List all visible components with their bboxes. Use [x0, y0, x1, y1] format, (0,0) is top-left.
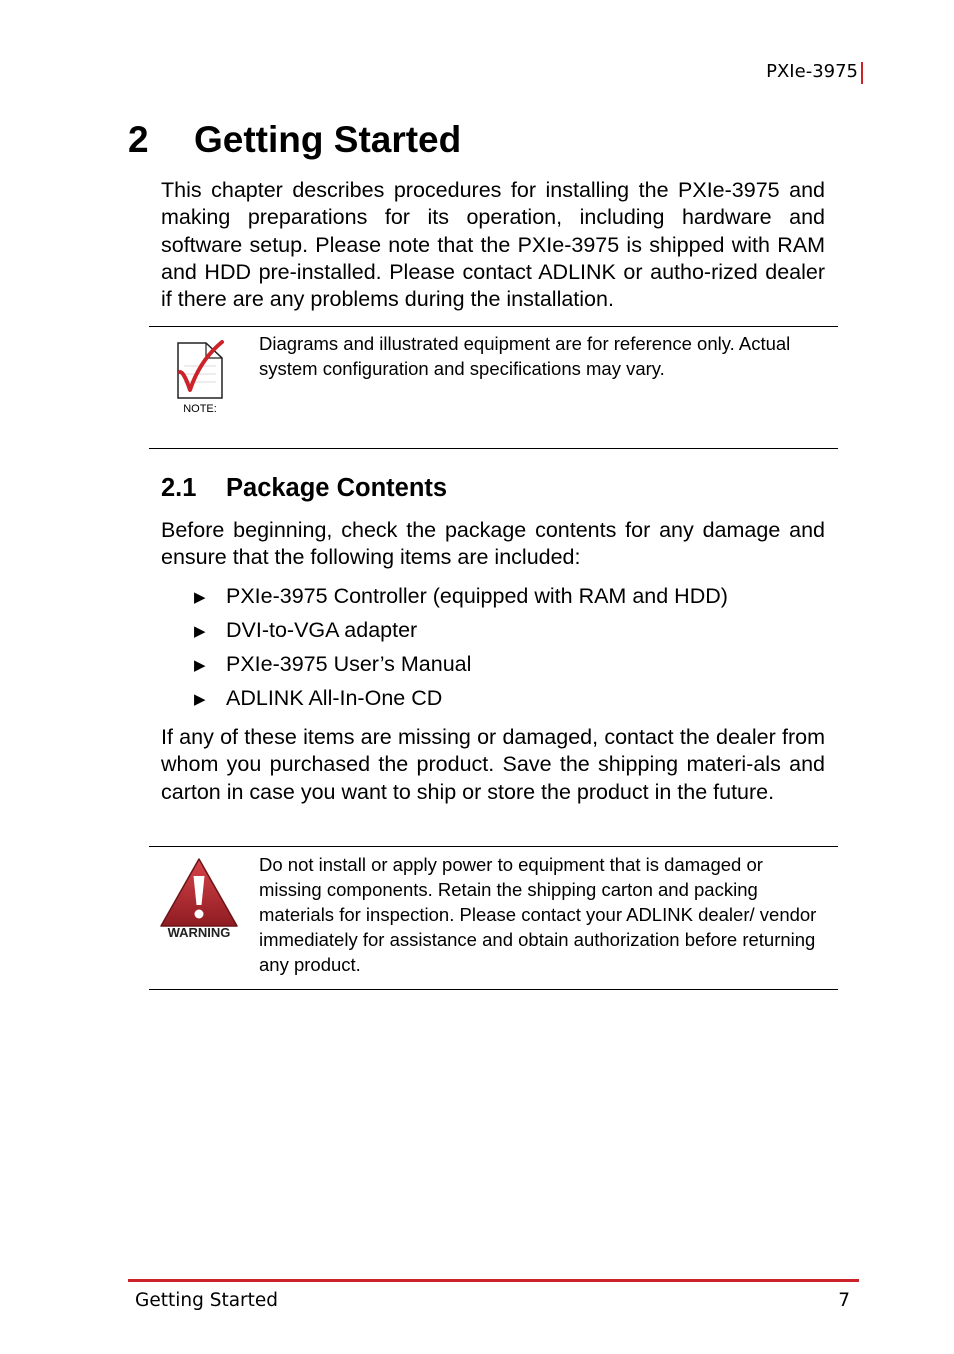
list-item: ▶ PXIe-3975 Controller (equipped with RAM and HDD) [194, 580, 728, 614]
package-intro: Before beginning, check the package contents for any damage and ensure that the following items are included: [161, 518, 825, 570]
package-contents-list [194, 580, 728, 716]
note-top-rule [149, 326, 838, 327]
header-product-name: PXIe-3975 [766, 61, 858, 82]
note-text: Diagrams and illustrated equipment are for reference only. Actual system configuration and specifications may vary. [259, 333, 791, 379]
footer-accent-rule [128, 1279, 859, 1282]
chapter-title-text: Getting Started [194, 119, 462, 160]
footer-page-number: 7 [838, 1290, 850, 1311]
chapter-intro: This chapter describes procedures for installing the PXIe-3975 and making preparations for its operation, including hardware and software setup. Please note that the PXIe-3975 is shipped with RAM and HDD pre-installed. Please contact ADLINK or autho-rized dealer if there are any problems during the installation. [161, 178, 825, 312]
triangle-bullet-icon: ▶ [194, 691, 206, 708]
list-item: ▶ DVI-to-VGA adapter [194, 614, 728, 648]
list-item: ▶ ADLINK All-In-One CD [194, 682, 728, 716]
warning-triangle-icon [157, 856, 241, 940]
warning-bottom-rule [149, 989, 838, 990]
note-checkmark-icon [172, 338, 228, 418]
chapter-number: 2 [128, 119, 149, 160]
section-title [161, 472, 447, 504]
triangle-bullet-icon: ▶ [194, 657, 206, 674]
section-title-text: Package Contents [226, 474, 448, 502]
package-closing: If any of these items are missing or damaged, contact the dealer from whom you purchased the product. Save the shipping materi-als and carton in case you want to ship or store the product in the future. [161, 725, 825, 804]
warning-icon-label: WARNING [167, 925, 231, 940]
header-accent-bar [861, 62, 863, 84]
list-item: ▶ PXIe-3975 User’s Manual [194, 648, 728, 682]
warning-top-rule [149, 846, 838, 847]
section-number: 2.1 [161, 474, 197, 502]
warning-text: Do not install or apply power to equipment that is damaged or missing components. Retain the shipping carton and packing materials for inspection. Please contact your ADLINK dealer/ vendor immediately for assistance and obtain authorization before returning any product. [259, 854, 817, 975]
footer-section-name: Getting Started [135, 1290, 279, 1311]
triangle-bullet-icon: ▶ [194, 623, 206, 640]
note-icon-label: NOTE: [183, 403, 217, 415]
triangle-bullet-icon: ▶ [194, 589, 206, 606]
note-bottom-rule [149, 448, 838, 449]
chapter-title [128, 118, 461, 162]
